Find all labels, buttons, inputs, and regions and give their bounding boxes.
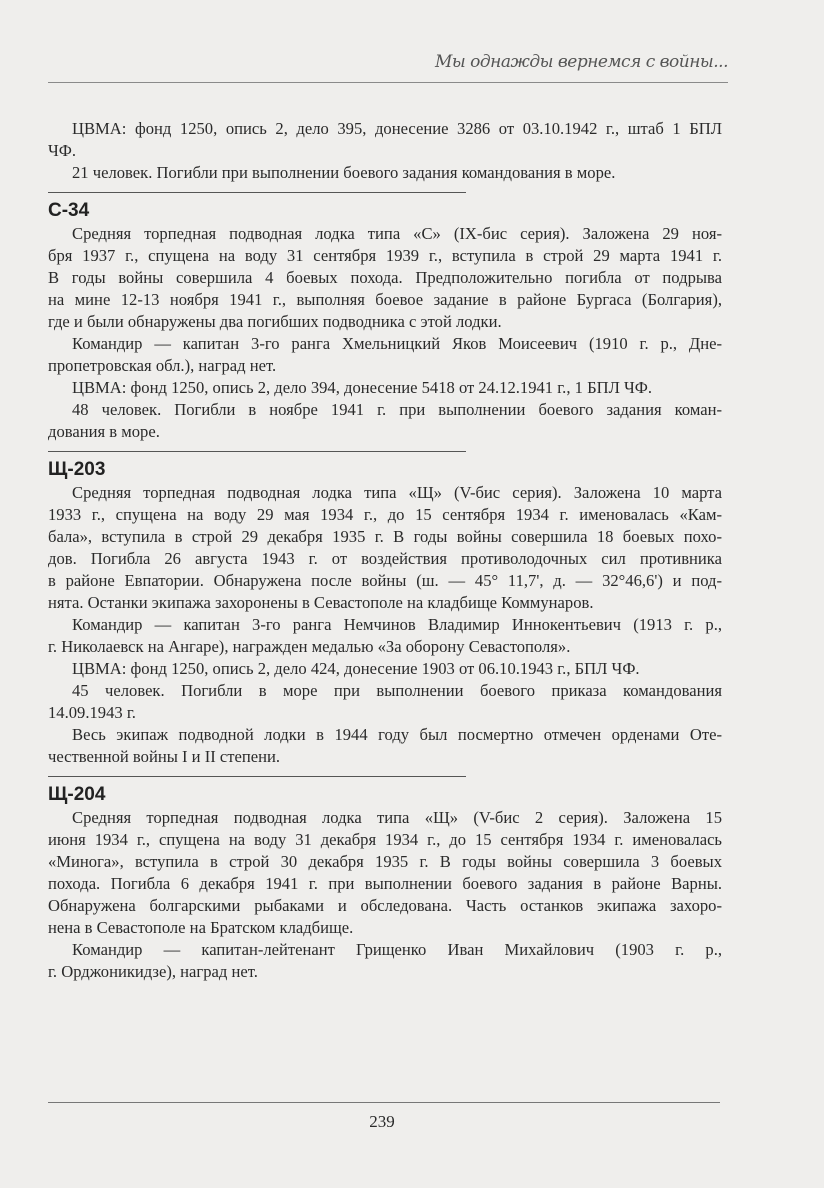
paragraph	[48, 658, 722, 680]
paragraph	[48, 680, 722, 724]
section-heading: Щ-203	[48, 459, 106, 480]
paragraph	[48, 162, 722, 184]
text-line: Весь экипаж подводной лодки в 1944 году был посмертно отмечен орденами Оте-	[72, 725, 722, 744]
running-head: Мы однажды вернемся с войны...	[435, 52, 728, 72]
text-line: Командир — капитан 3-го ранга Хмельницкий Яков Моисеевич (1910 г. р., Дне-	[72, 334, 722, 353]
section-divider	[48, 776, 466, 777]
text-line: 21 человек. Погибли при выполнении боевого задания командования в море.	[72, 163, 616, 182]
text-line: дования в море.	[48, 422, 160, 441]
header-rule	[48, 82, 728, 83]
section-divider	[48, 451, 466, 452]
text-line: 14.09.1943 г.	[48, 703, 136, 722]
paragraph	[48, 377, 722, 399]
text-line: ЧФ.	[48, 141, 77, 160]
text-line: в районе Евпатории. Обнаружена после войны (ш. — 45° 11,7', д. — 32°46,6') и под-	[48, 571, 722, 590]
text-line: г. Николаевск на Ангаре), награжден медалью «За оборону Севастополя».	[48, 637, 571, 656]
text-line: 45 человек. Погибли в море при выполнении боевого приказа командования	[72, 681, 722, 700]
text-line: пропетровская обл.), наград нет.	[48, 356, 277, 375]
text-line: Командир — капитан-лейтенант Грищенко Иван Михайлович (1903 г. р.,	[72, 940, 722, 959]
text-line: чественной войны I и II степени.	[48, 747, 281, 766]
page-body	[48, 118, 722, 983]
paragraph	[48, 807, 722, 939]
paragraph	[48, 333, 722, 377]
text-line: Средняя торпедная подводная лодка типа «Щ» (V-бис 2 серия). Заложена 15	[72, 808, 722, 827]
paragraph	[48, 939, 722, 983]
paragraph	[48, 399, 722, 443]
section-divider	[48, 192, 466, 193]
section-heading: Щ-204	[48, 784, 106, 805]
text-line: на мине 12-13 ноября 1941 г., выполняя боевое задание в районе Бургаса (Болгария),	[48, 290, 722, 309]
page-number: 239	[369, 1112, 395, 1131]
text-line: 48 человек. Погибли в ноябре 1941 г. при выполнении боевого задания коман-	[72, 400, 722, 419]
text-line: где и были обнаружены два погибших подводника с этой лодки.	[48, 312, 502, 331]
paragraph	[48, 724, 722, 768]
paragraph	[48, 482, 722, 614]
paragraph	[48, 614, 722, 658]
text-line: «Минога», вступила в строй 30 декабря 1935 г. В годы войны совершила 3 боевых	[48, 852, 722, 871]
footer-rule	[48, 1102, 720, 1103]
text-line: г. Орджоникидзе), наград нет.	[48, 962, 258, 981]
text-line: Средняя торпедная подводная лодка типа «С» (IX-бис серия). Заложена 29 ноя-	[72, 224, 722, 243]
text-line: ЦВМА: фонд 1250, опись 2, дело 424, донесение 1903 от 06.10.1943 г., БПЛ ЧФ.	[72, 659, 640, 678]
text-line: Командир — капитан 3-го ранга Немчинов Владимир Иннокентьевич (1913 г. р.,	[72, 615, 722, 634]
text-line: В годы войны совершила 4 боевых похода. Предположительно погибла от подрыва	[48, 268, 722, 287]
text-line: нена в Севастополе на Братском кладбище.	[48, 918, 354, 937]
text-line: похода. Погибла 6 декабря 1941 г. при выполнении боевого задания в районе Варны.	[48, 874, 722, 893]
text-line: бря 1937 г., спущена на воду 31 сентября 1939 г., вступила в строй 29 марта 1941 г.	[48, 246, 722, 265]
text-line: бала», вступила в строй 29 декабря 1935 г. В годы войны совершила 18 боевых похо-	[48, 527, 722, 546]
text-line: 1933 г., спущена на воду 29 мая 1934 г., до 15 сентября 1934 г. именовалась «Кам-	[48, 505, 722, 524]
text-line: ЦВМА: фонд 1250, опись 2, дело 394, донесение 5418 от 24.12.1941 г., 1 БПЛ ЧФ.	[72, 378, 653, 397]
text-line: ЦВМА: фонд 1250, опись 2, дело 395, донесение 3286 от 03.10.1942 г., штаб 1 БПЛ	[72, 119, 722, 138]
text-line: нята. Останки экипажа захоронены в Севастополе на кладбище Коммунаров.	[48, 593, 594, 612]
text-line: дов. Погибла 26 августа 1943 г. от воздействия противолодочных сил противника	[48, 549, 722, 568]
text-line: Обнаружена болгарскими рыбаками и обследована. Часть останков экипажа захоро-	[48, 896, 722, 915]
paragraph	[48, 118, 722, 162]
text-line: Средняя торпедная подводная лодка типа «Щ» (V-бис серия). Заложена 10 марта	[72, 483, 722, 502]
paragraph	[48, 223, 722, 333]
text-line: июня 1934 г., спущена на воду 31 декабря 1934 г., до 15 сентября 1934 г. именовалась	[48, 830, 722, 849]
section-heading: С-34	[48, 200, 90, 221]
